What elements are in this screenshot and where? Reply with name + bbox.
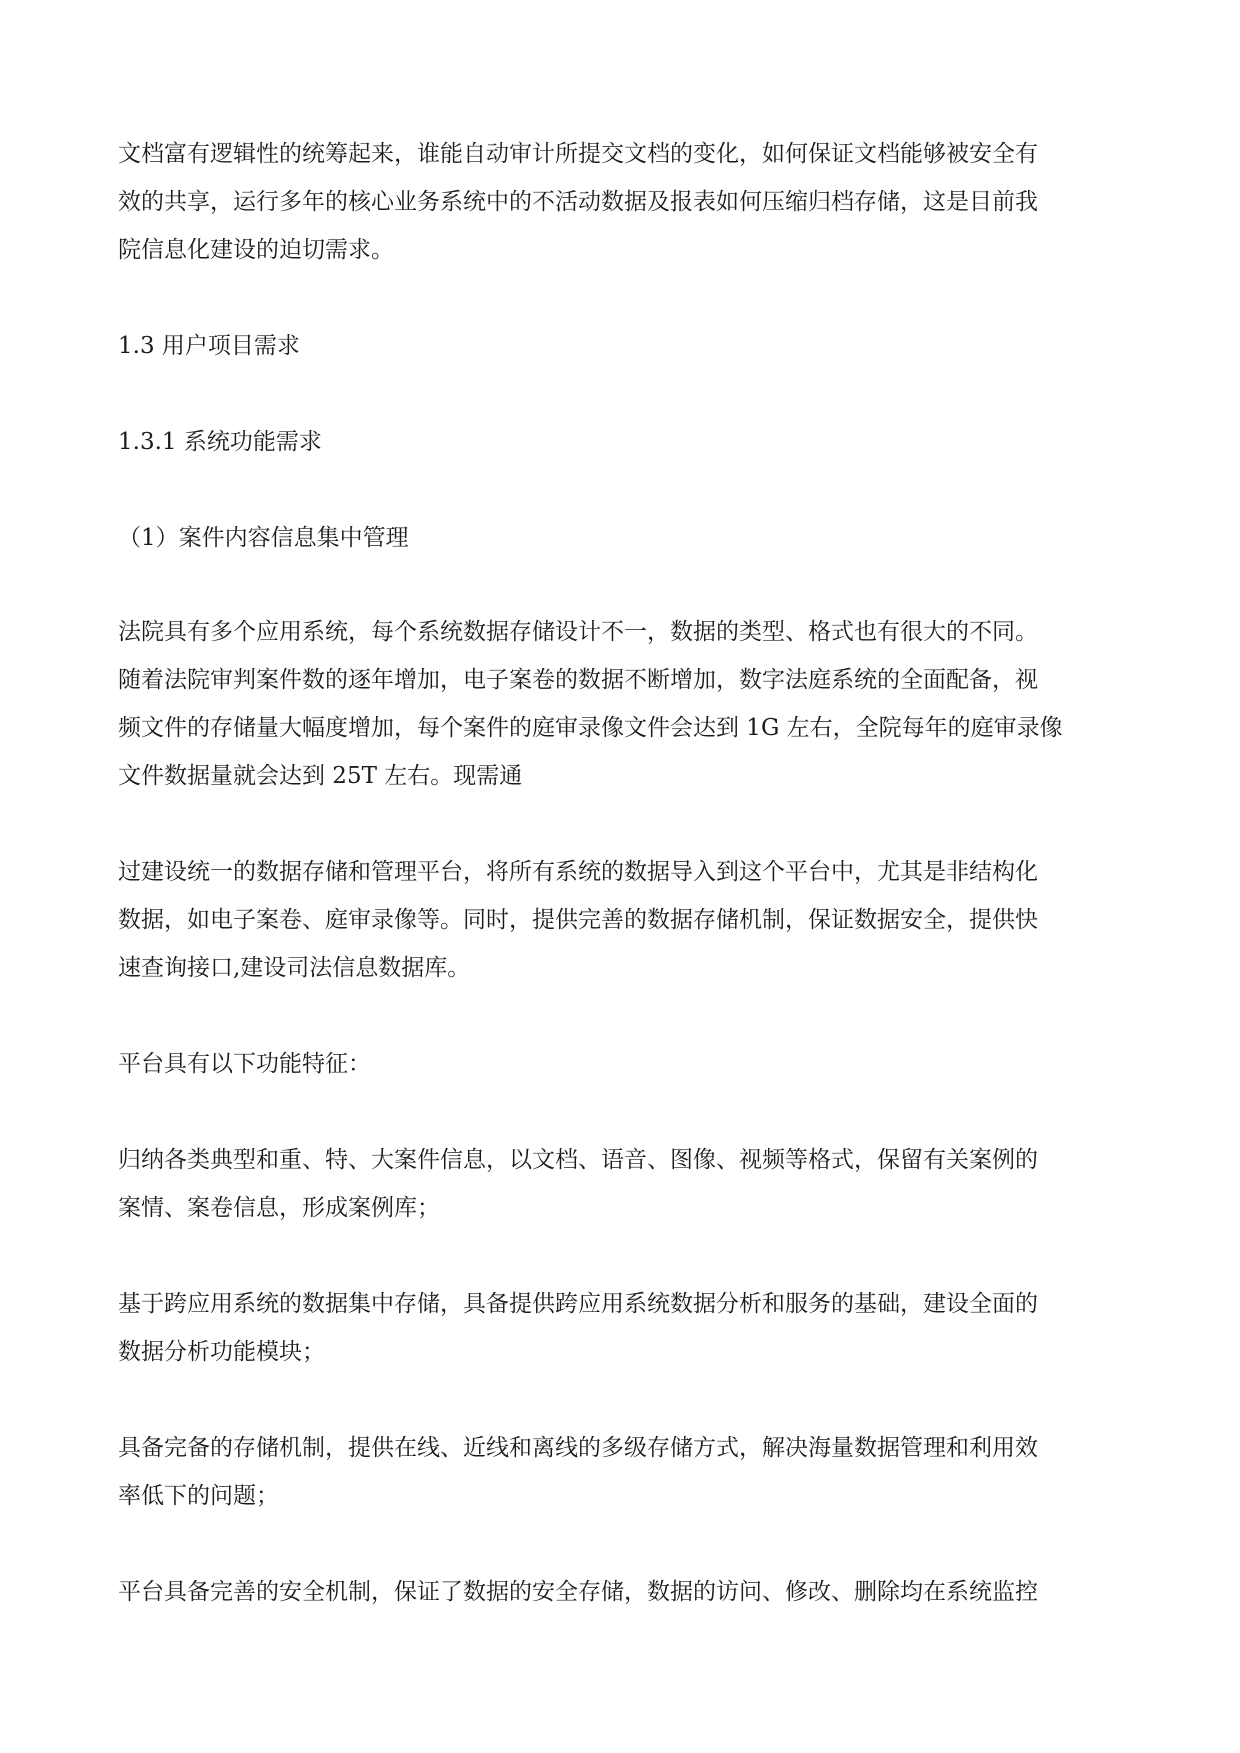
paragraph-features-intro: [118, 1040, 1128, 1088]
text-line: 速查询接口,建设司法信息数据库。: [118, 955, 471, 981]
text-line: 平台具有以下功能特征：: [118, 1051, 371, 1077]
subsection-heading: 1.3.1 系统功能需求: [118, 429, 322, 455]
paragraph-feature-storage: [118, 1424, 1128, 1520]
text-line: 数据分析功能模块；: [118, 1339, 325, 1365]
paragraph-feature-security: [118, 1568, 1128, 1616]
text-line: 过建设统一的数据存储和管理平台，将所有系统的数据导入到这个平台中，尤其是非结构化: [118, 859, 1038, 885]
paragraph-court-systems: [118, 608, 1128, 800]
text-line: 归纳各类典型和重、特、大案件信息，以文档、语音、图像、视频等格式，保留有关案例的: [118, 1147, 1038, 1173]
heading-1-3: [118, 322, 1128, 370]
paragraph-feature-analysis: [118, 1280, 1128, 1376]
text-line: 效的共享，运行多年的核心业务系统中的不活动数据及报表如何压缩归档存储，这是目前我: [118, 189, 1038, 215]
section-heading: 1.3 用户项目需求: [118, 333, 300, 359]
text-line: 文档富有逻辑性的统筹起来，谁能自动审计所提交文档的变化，如何保证文档能够被安全有: [118, 141, 1038, 167]
text-line: 基于跨应用系统的数据集中存储，具备提供跨应用系统数据分析和服务的基础，建设全面的: [118, 1291, 1038, 1317]
paragraph-feature-case-library: [118, 1136, 1128, 1232]
text-line: 数据，如电子案卷、庭审录像等。同时，提供完善的数据存储机制，保证数据安全，提供快: [118, 907, 1038, 933]
text-line: 法院具有多个应用系统，每个系统数据存储设计不一，数据的类型、格式也有很大的不同。: [118, 619, 1038, 645]
heading-1-3-1: [118, 418, 1128, 466]
text-line: 案情、案卷信息，形成案例库；: [118, 1195, 440, 1221]
text-line: 文件数据量就会达到 25T 左右。现需通: [118, 763, 523, 789]
text-line: 随着法院审判案件数的逐年增加，电子案卷的数据不断增加，数字法庭系统的全面配备，视: [118, 667, 1038, 693]
text-line: 率低下的问题；: [118, 1483, 279, 1509]
text-line: 平台具备完善的安全机制，保证了数据的安全存储，数据的访问、修改、删除均在系统监控: [118, 1579, 1038, 1605]
text-line: 频文件的存储量大幅度增加，每个案件的庭审录像文件会达到 1G 左右，全院每年的庭审录像: [118, 715, 1063, 741]
item-heading: （1）案件内容信息集中管理: [118, 525, 409, 551]
paragraph-unified-platform: [118, 848, 1128, 992]
paragraph-intro: [118, 130, 1128, 274]
text-line: 具备完备的存储机制，提供在线、近线和离线的多级存储方式，解决海量数据管理和利用效: [118, 1435, 1038, 1461]
heading-item-1: [118, 514, 1128, 562]
text-line: 院信息化建设的迫切需求。: [118, 237, 394, 263]
